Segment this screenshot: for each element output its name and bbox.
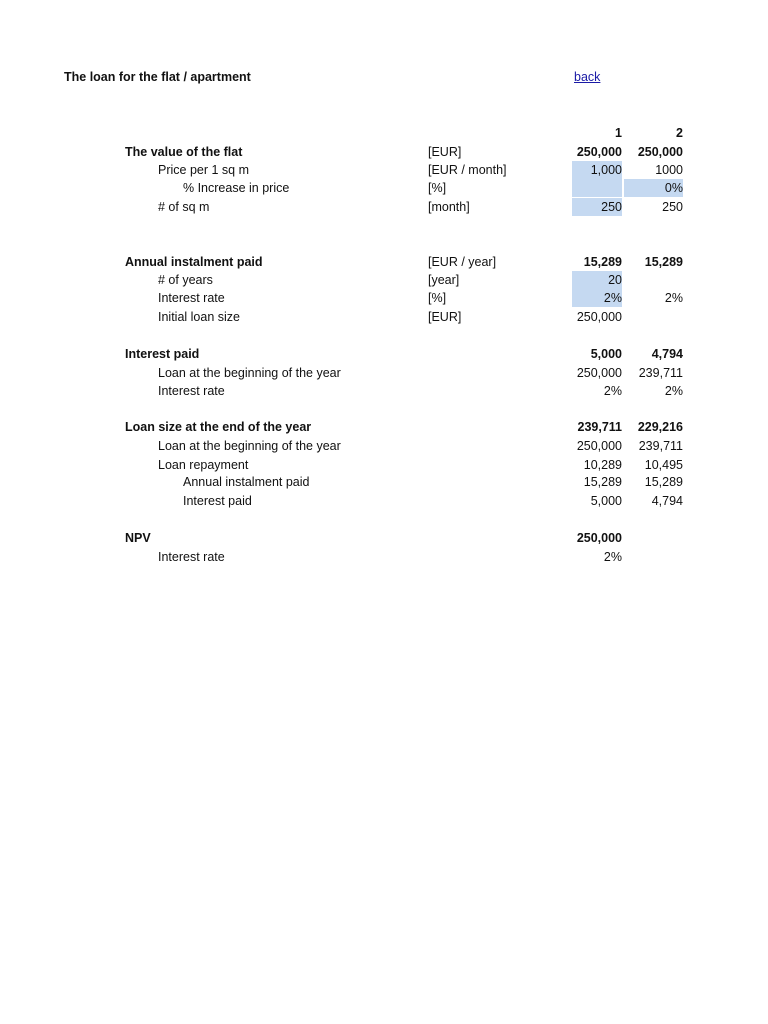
- row-label: Loan repayment: [158, 458, 249, 472]
- cell-value[interactable]: 250,000: [576, 145, 622, 159]
- table-row: [0, 473, 768, 491]
- cell-value[interactable]: 250,000: [576, 310, 622, 324]
- cell-value[interactable]: 239,711: [638, 439, 683, 453]
- table-row: [0, 418, 768, 436]
- row-label: Annual instalment paid: [125, 255, 263, 269]
- cell-value[interactable]: 10,495: [644, 458, 683, 472]
- page-title: The loan for the flat / apartment: [64, 70, 251, 84]
- table-row: [0, 143, 768, 161]
- table-row: [0, 529, 768, 547]
- column-header-row: [0, 124, 768, 142]
- cell-value[interactable]: 2%: [664, 384, 683, 398]
- input-cell[interactable]: 1,000: [572, 161, 622, 179]
- row-unit: [%]: [428, 291, 447, 305]
- row-unit: [EUR / year]: [428, 255, 497, 269]
- cell-value[interactable]: 15,289: [644, 475, 683, 489]
- row-label: The value of the flat: [125, 145, 243, 159]
- row-unit: [EUR / month]: [428, 163, 507, 177]
- input-cell[interactable]: 0%: [624, 179, 683, 197]
- row-label: Interest rate: [158, 291, 225, 305]
- cell-value[interactable]: 250,000: [576, 439, 622, 453]
- cell-value[interactable]: 2%: [603, 550, 622, 564]
- column-header-1: 1: [615, 126, 622, 140]
- cell-value[interactable]: 5,000: [590, 347, 622, 361]
- table-row: [0, 161, 768, 179]
- table-row: [0, 492, 768, 510]
- row-unit: [year]: [428, 273, 460, 287]
- table-row: [0, 364, 768, 382]
- table-row: [0, 456, 768, 474]
- row-label: % Increase in price: [183, 181, 290, 195]
- table-row: [0, 437, 768, 455]
- cell-value[interactable]: 239,711: [577, 420, 622, 434]
- row-label: Interest rate: [158, 550, 225, 564]
- column-header-2: 2: [676, 126, 683, 140]
- row-label: # of years: [158, 273, 213, 287]
- table-row: [0, 271, 768, 289]
- input-cell[interactable]: 20: [572, 271, 622, 289]
- cell-value[interactable]: 15,289: [644, 255, 683, 269]
- cell-value[interactable]: 5,000: [590, 494, 622, 508]
- table-row: [0, 289, 768, 307]
- row-label: # of sq m: [158, 200, 210, 214]
- table-row: [0, 345, 768, 363]
- cell-value[interactable]: 250,000: [637, 145, 683, 159]
- cell-value[interactable]: 250,000: [576, 531, 622, 545]
- input-cell[interactable]: 250: [572, 198, 622, 216]
- cell-value[interactable]: 239,711: [638, 366, 683, 380]
- table-row: [0, 308, 768, 326]
- row-label: Interest paid: [125, 347, 200, 361]
- row-label: Interest rate: [158, 384, 225, 398]
- table-row: [0, 548, 768, 566]
- cell-value[interactable]: 15,289: [583, 255, 622, 269]
- row-label: Loan at the beginning of the year: [158, 366, 341, 380]
- table-row: [0, 198, 768, 216]
- cell-value[interactable]: 229,216: [637, 420, 683, 434]
- cell-value[interactable]: 4,794: [651, 494, 683, 508]
- cell-value[interactable]: 2%: [664, 291, 683, 305]
- row-unit: [month]: [428, 200, 470, 214]
- table-row: [0, 382, 768, 400]
- table-row: [0, 253, 768, 271]
- row-unit: [%]: [428, 181, 447, 195]
- row-label: Price per 1 sq m: [158, 163, 250, 177]
- table-row: [0, 179, 768, 197]
- row-unit: [EUR]: [428, 310, 462, 324]
- cell-value[interactable]: 4,794: [651, 347, 683, 361]
- row-label: Loan size at the end of the year: [125, 420, 312, 434]
- row-label: Annual instalment paid: [183, 475, 310, 489]
- cell-value[interactable]: 250: [662, 200, 683, 214]
- back-link[interactable]: back: [574, 70, 601, 84]
- row-unit: [EUR]: [428, 145, 462, 159]
- cell-value[interactable]: 250,000: [576, 366, 622, 380]
- input-cell[interactable]: 2%: [572, 289, 622, 307]
- cell-value[interactable]: [624, 308, 683, 326]
- row-label: Interest paid: [183, 494, 252, 508]
- row-label: Loan at the beginning of the year: [158, 439, 341, 453]
- cell-value[interactable]: 10,289: [583, 458, 622, 472]
- cell-value[interactable]: 15,289: [583, 475, 622, 489]
- cell-value[interactable]: 1000: [655, 163, 683, 177]
- cell-value[interactable]: 2%: [603, 384, 622, 398]
- cell-value[interactable]: [624, 271, 683, 289]
- row-label: NPV: [125, 531, 151, 545]
- row-label: Initial loan size: [158, 310, 240, 324]
- input-cell[interactable]: [572, 179, 622, 197]
